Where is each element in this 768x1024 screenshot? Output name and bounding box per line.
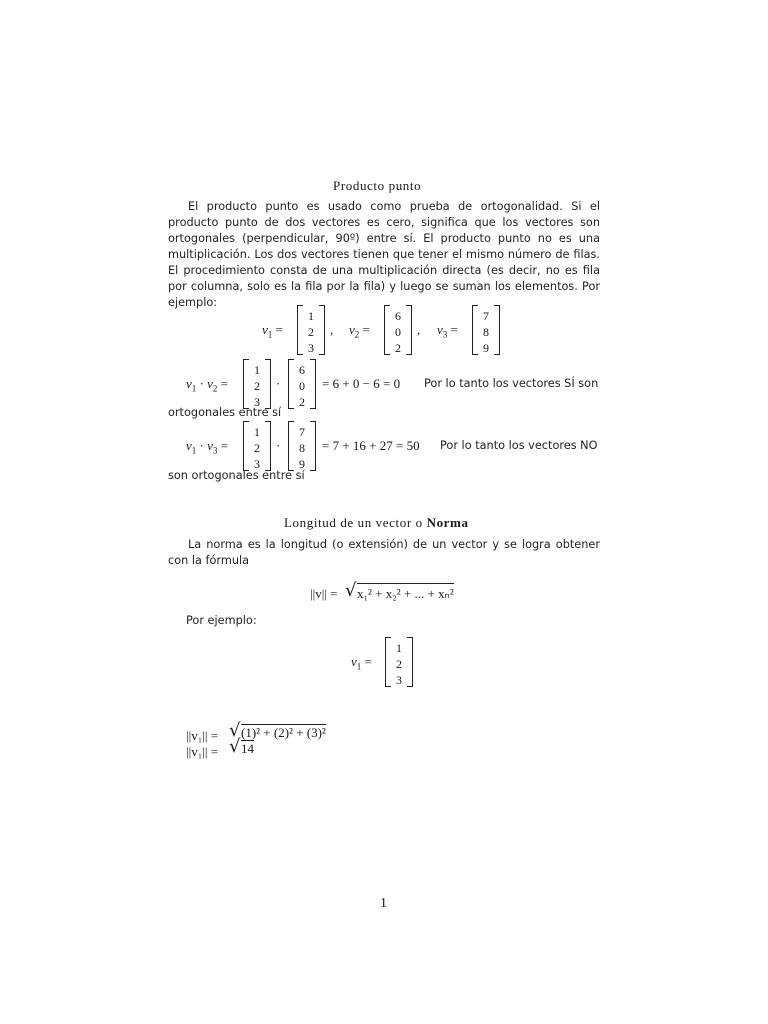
dot-product-paragraph	[168, 199, 600, 311]
norm-example-vector-label: $v_1$ =	[351, 654, 372, 672]
sqrt-symbol: √	[229, 720, 241, 741]
section-title-dot-product: Producto punto	[333, 178, 422, 193]
matrix-entry: 3	[254, 395, 260, 409]
matrix-entry: 9	[299, 457, 305, 471]
dot-operator: ·	[276, 438, 281, 453]
vector-v3-label: $v_3$ =	[437, 322, 458, 340]
vector-v3-matrix	[472, 305, 500, 355]
norm-formula-body: x₁² + x₂² + ... + xₙ²	[357, 583, 454, 602]
sqrt-symbol: √	[229, 736, 241, 757]
matrix-entry: 6	[299, 363, 305, 377]
example1-result: = 6 + 0 − 6 = 0	[322, 376, 401, 391]
norm-line2-lhs: ||v₁|| =	[186, 744, 219, 759]
vector-v2-entry: 6	[395, 309, 401, 323]
vector-v2-entry: 0	[395, 325, 401, 339]
example1-lhs: $v_1 \cdot v_2$ =	[186, 376, 228, 394]
matrix-entry: 0	[299, 379, 305, 393]
example2-matrix-b	[288, 421, 316, 471]
vector-v3-entry: 9	[483, 341, 489, 355]
vector-v1-entry: 1	[308, 309, 314, 323]
section-title-norm-bold: Norma	[426, 515, 469, 530]
vector-v2-entry: 2	[395, 341, 401, 355]
norm-line2-body: 14	[241, 741, 254, 756]
example1-matrix-b	[288, 359, 316, 409]
comma: ,	[417, 322, 421, 337]
matrix-entry: 7	[299, 425, 305, 439]
matrix-entry: 3	[396, 673, 402, 687]
page-number: 1	[380, 896, 387, 911]
matrix-entry: 1	[396, 641, 402, 655]
vector-v3-entry: 8	[483, 325, 489, 339]
vector-v3-entry: 7	[483, 309, 489, 323]
dot-operator: ·	[276, 376, 281, 391]
example2-text: Por lo tanto los vectores NO	[440, 439, 598, 452]
vector-v1-entry: 2	[308, 325, 314, 339]
norm-formula-lhs: ||v|| =	[310, 586, 338, 601]
section-title-norm-prefix: Longitud de un vector o	[284, 515, 427, 530]
example1-text: Por lo tanto los vectores SÍ son	[424, 377, 599, 390]
example2-text-continued: son ortogonales entre sí	[168, 469, 305, 482]
matrix-entry: 2	[254, 379, 260, 393]
vector-v1-label: $v_1$ =	[262, 322, 283, 340]
example1-matrix-a	[243, 359, 271, 409]
sqrt-symbol: √	[345, 580, 357, 601]
norm-paragraph-text: La norma es la longitud (o extensión) de un vector y se logra obtener con la fórmula	[168, 538, 600, 567]
norm-line1-body: (1)² + (2)² + (3)²	[241, 725, 326, 740]
matrix-entry: 3	[254, 457, 260, 471]
matrix-entry: 2	[396, 657, 402, 671]
matrix-entry: 1	[254, 363, 260, 377]
example-label: Por ejemplo:	[186, 614, 257, 627]
matrix-entry: 2	[299, 395, 305, 409]
example2-lhs: $v_1 \cdot v_3$ =	[186, 438, 228, 456]
norm-line1-lhs: ||v₁|| =	[186, 728, 219, 743]
matrix-entry: 2	[254, 441, 260, 455]
vector-v1-matrix	[297, 305, 325, 355]
norm-example-vector-matrix	[385, 637, 413, 687]
vector-v2-label: $v_2$ =	[349, 322, 370, 340]
norm-line2-sqrt	[229, 738, 259, 758]
matrix-entry: 8	[299, 441, 305, 455]
vector-v2-matrix	[384, 305, 412, 355]
norm-formula-sqrt	[345, 580, 460, 604]
matrix-entry: 1	[254, 425, 260, 439]
vector-v1-entry: 3	[308, 341, 314, 355]
section-title-norm	[284, 515, 469, 531]
comma: ,	[330, 322, 334, 337]
example1-text-continued: ortogonales entre sí	[168, 406, 282, 419]
norm-paragraph	[168, 537, 600, 569]
example2-matrix-a	[243, 421, 271, 471]
dot-product-paragraph-text: El producto punto es usado como prueba de ortogonalidad. Si el producto punto de dos vectores es cero, significa que los vectores son ortogonales (perpendicular, 90º) entre sí. El producto punto no es una multiplicación. Los dos vectores tienen que tener el mismo número de filas. El procedimiento consta de una multiplicación directa (es decir, no es fila por columna, solo es la fila por la fila) y luego se suman los elementos. Por ejemplo:	[168, 200, 600, 309]
example2-result: = 7 + 16 + 27 = 50	[322, 438, 420, 453]
